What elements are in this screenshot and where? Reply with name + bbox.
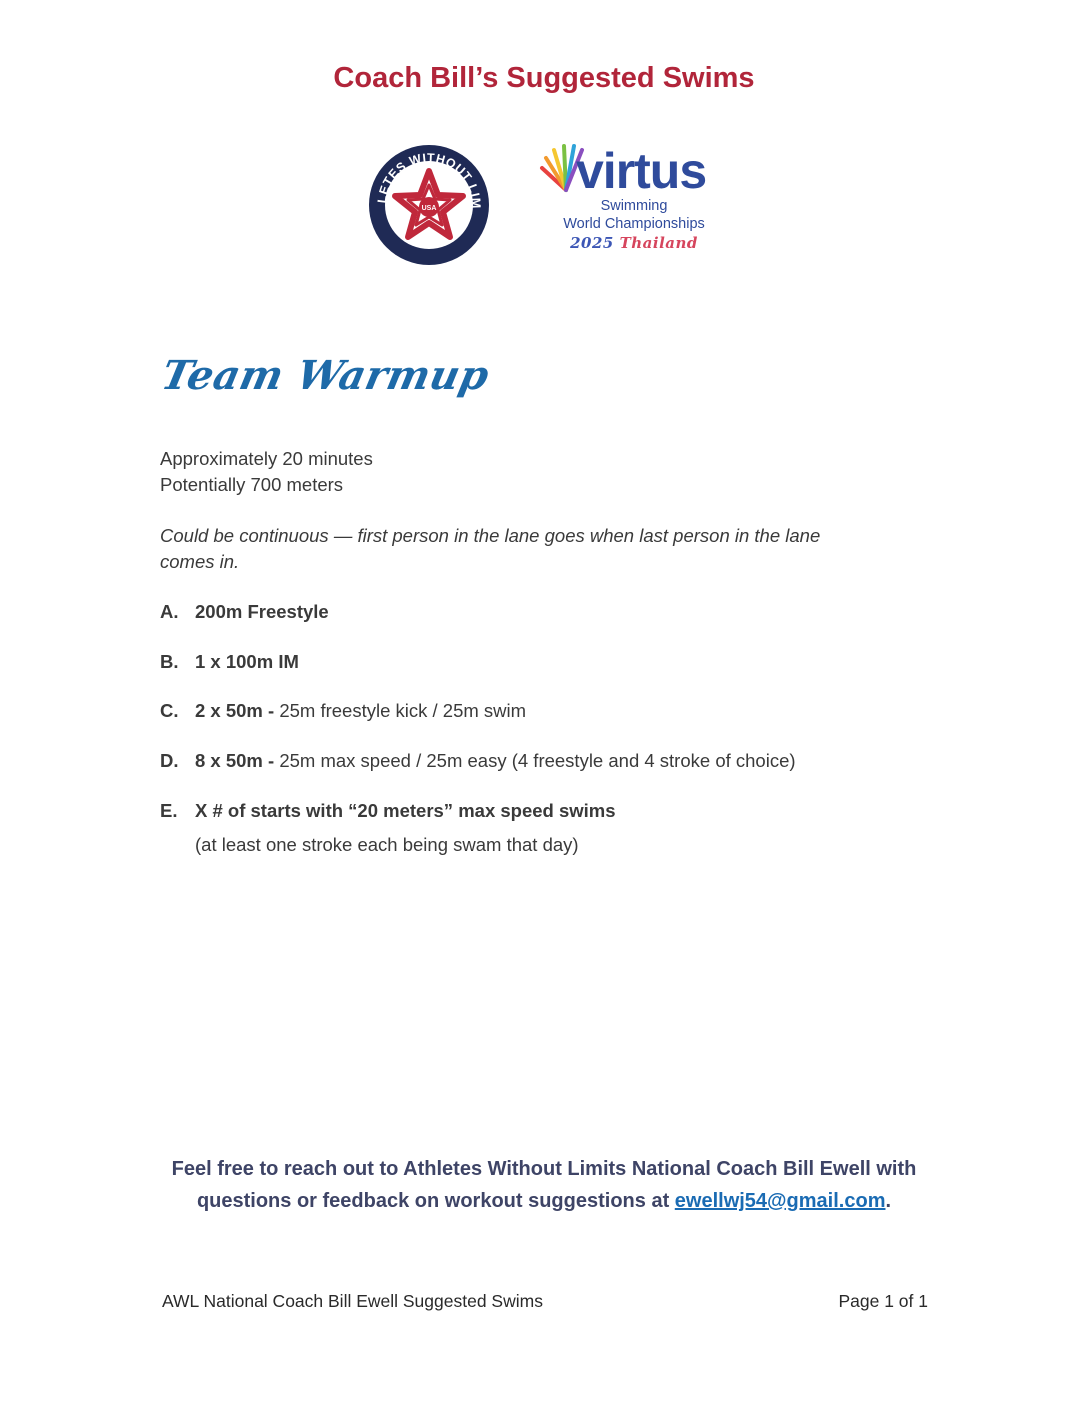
contact-message <box>0 1153 1088 1217</box>
virtus-logo-icon <box>536 140 732 262</box>
list-item-letter: A. <box>160 601 179 622</box>
list-item-letter: D. <box>160 750 179 771</box>
contact-line-1: Feel free to reach out to Athletes Without Limits National Coach Bill Ewell with <box>171 1158 917 1180</box>
list-item-title: 2 x 50m - <box>195 700 275 721</box>
awl-ring-bottom-text: VIRTUS MEMBER <box>399 221 459 241</box>
warmup-duration: Approximately 20 minutes <box>160 448 373 469</box>
list-item-title: 200m Freestyle <box>195 601 329 622</box>
contact-line-2-prefix: questions or feedback on workout suggestions at <box>196 1190 675 1212</box>
virtus-year: 2025 <box>570 234 614 252</box>
contact-line-2-suffix: . <box>885 1190 892 1212</box>
warmup-summary <box>160 446 860 497</box>
list-item-letter: B. <box>160 651 179 672</box>
virtus-sport-label: Swimming <box>600 198 668 214</box>
list-item-letter: C. <box>160 700 179 721</box>
email-link[interactable]: ewellwj54@gmail.com <box>674 1190 886 1212</box>
awl-ring-top-text: LETES WITHOUT LIM <box>374 150 484 210</box>
list-item-subnote: (at least one stroke each being swam that day) <box>195 834 579 855</box>
list-item-title: 1 x 100m IM <box>195 651 299 672</box>
awl-logo-icon <box>366 143 492 267</box>
list-item-letter: E. <box>160 800 178 821</box>
list-item-detail: 25m freestyle kick / 25m swim <box>274 700 527 721</box>
page-title: Coach Bill’s Suggested Swims <box>333 62 755 94</box>
section-heading: Team Warmup <box>157 352 494 399</box>
warmup-note: Could be continuous — first person in the lane goes when last person in the lane comes in. <box>160 525 821 572</box>
virtus-edition-label <box>536 236 732 251</box>
virtus-place: Thailand <box>619 234 698 252</box>
footer-title: AWL National Coach Bill Ewell Suggested Swims <box>162 1291 543 1311</box>
list-item-title: X # of starts with “20 meters” max speed swims <box>195 800 616 821</box>
awl-center-text: USA <box>421 205 437 212</box>
page-number: Page 1 of 1 <box>838 1291 928 1311</box>
list-item-title: 8 x 50m - <box>195 750 275 771</box>
list-item-detail: 25m max speed / 25m easy (4 freestyle and 4 stroke of choice) <box>274 750 796 771</box>
virtus-wordmark: virtus <box>576 143 707 199</box>
contact-line-2 <box>0 1185 1088 1217</box>
warmup-distance: Potentially 700 meters <box>160 473 344 495</box>
virtus-event-label: World Championships <box>563 216 705 232</box>
